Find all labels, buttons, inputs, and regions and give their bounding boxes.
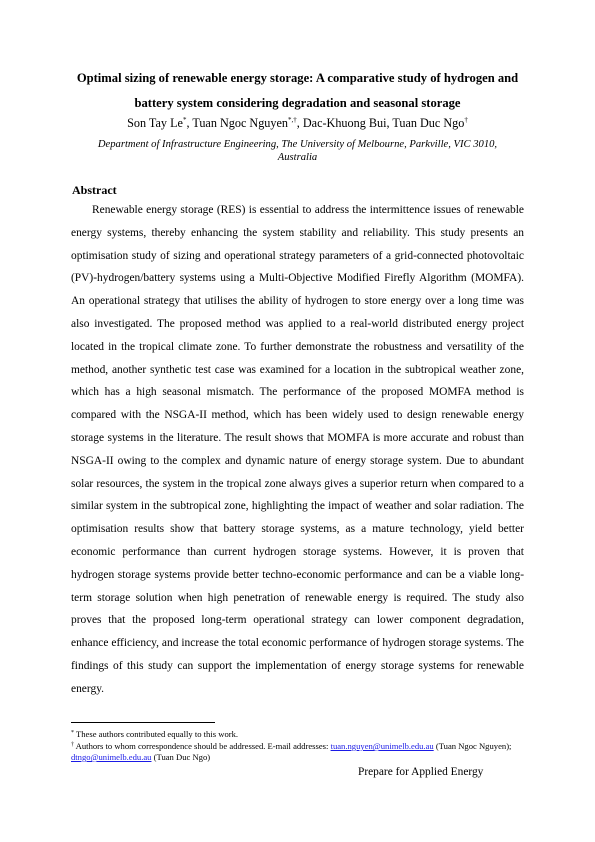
author-affiliation-mark: † <box>464 116 468 124</box>
author-separator: , <box>386 116 393 130</box>
paper-title: Optimal sizing of renewable energy storage: A comparative study of hydrogen and battery system considering degradation and seasonal storage <box>76 71 519 110</box>
footnote-text: (Tuan Ngoc Nguyen); <box>433 741 512 751</box>
author-affiliation-mark: *,† <box>288 116 297 124</box>
author-name: Tuan Duc Ngo <box>392 116 465 130</box>
author-list <box>70 115 525 131</box>
abstract-text: Renewable energy storage (RES) is essential to address the intermittence issues of renewable energy systems, thereby enhancing the system stability and reliability. This study presents an optimisation study of sizing and operational strategy parameters of a grid-connected photovoltaic (PV)-hydrogen/battery systems using a Multi-Objective Modified Firefly Algorithm (MOMFA). An operational strategy that utilises the ability of hydrogen to store energy over a long time was also investigated. The proposed method was applied to a real-world distributed energy project located in the tropical climate zone. To further demonstrate the robustness and versatility of the method, another synthetic test case was examined for a location in the subtropical weather zone, which has a high seasonal mismatch. The performance of the proposed MOMFA method is compared with the NSGA-II method, which has been widely used to design renewable energy storage systems in the literature. The result shows that MOMFA is more accurate and robust than NSGA-II owing to the complex and dynamic nature of energy storage system. Due to abundant solar resources, the system in the tropical zone always gives a superior return when compared to a similar system in the subtropical zone, highlighting the impact of weather and solar radiation. The optimisation results show that battery storage systems, as a mature technology, yield better economic performance than current hydrogen storage systems. However, it is proven that hydrogen storage systems provide better techno-economic performance and can be a viable long-term storage solution when high penetration of renewable energy is required. The study also proves that the proposed long-term operational strategy can lower component degradation, enhance efficiency, and increase the total economic performance of hydrogen storage systems. The findings of this study can support the implementation of energy storage systems for renewable energy. <box>71 204 524 695</box>
author-name: Son Tay Le <box>127 116 183 130</box>
author-name: Tuan Ngoc Nguyen <box>192 116 289 130</box>
author-separator: , <box>296 116 303 130</box>
footnote-equal-contribution <box>71 729 525 740</box>
abstract-heading: Abstract <box>72 183 117 197</box>
author-affiliation-mark: * <box>182 116 187 124</box>
email-link-nguyen[interactable]: tuan.nguyen@unimelb.edu.au <box>330 741 434 751</box>
author-name: Dac-Khuong Bui <box>302 116 387 130</box>
footnote-mark: * <box>71 730 74 736</box>
footnote-text: (Tuan Duc Ngo) <box>151 752 211 762</box>
footnote-text: Authors to whom correspondence should be addressed. E-mail addresses: <box>74 741 331 751</box>
footnote-mark: † <box>71 742 74 748</box>
author-affiliation: Department of Infrastructure Engineering, The University of Melbourne, Parkville, VIC 3010, Australia <box>97 139 498 163</box>
footnote-correspondence <box>71 741 525 763</box>
author-separator: , <box>186 116 193 130</box>
submission-note: Prepare for Applied Energy <box>358 766 484 778</box>
footnote-divider <box>71 722 215 723</box>
footnote-text: These authors contributed equally to this work. <box>74 729 239 739</box>
email-link-ngo[interactable]: dtngo@unimelb.edu.au <box>71 752 152 762</box>
